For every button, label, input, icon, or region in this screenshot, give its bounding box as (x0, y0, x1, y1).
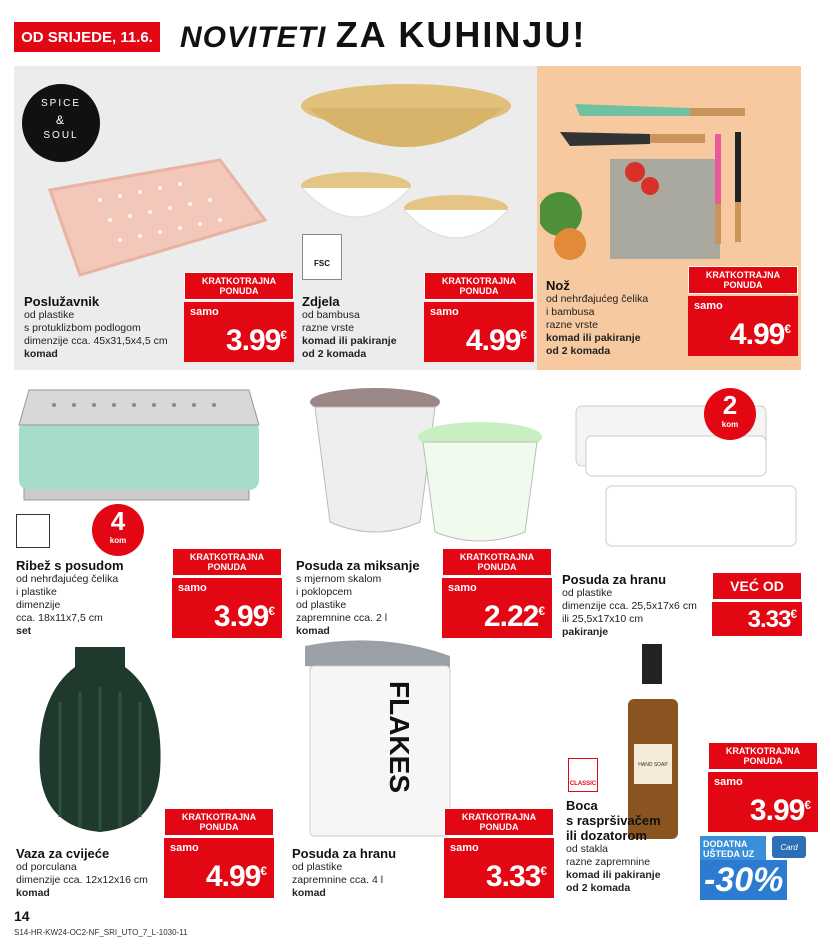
product-desc-1: od plastike (562, 587, 613, 599)
product-name: Posuda za miksanje (296, 558, 420, 573)
price-box-bottle (708, 742, 818, 832)
jar-image (300, 636, 460, 840)
page-number: 14 (14, 908, 30, 924)
print-code: S14-HR-KW24-OC2-NF_SRI_UTO_7_L-1030-11 (14, 928, 188, 937)
knives-image (540, 94, 795, 269)
tray-image (40, 150, 270, 290)
price-box-bowl (424, 272, 534, 362)
product-desc-3: dimenzije cca. 45x31,5x4,5 cm (24, 335, 168, 347)
price-box-container (712, 572, 802, 636)
price-value: 3.33€ (747, 606, 796, 633)
product-unit-2: od 2 komada (302, 348, 367, 360)
logo-line1: SPICE (40, 98, 81, 109)
bottle-label-text: HAND SOAP (638, 762, 668, 768)
product-knife-info (546, 278, 686, 358)
offer-label: KRATKOTRAJNA PONUDA (708, 742, 818, 770)
mixing-bowl-image (290, 382, 555, 552)
classic-label: CLASSIC (569, 781, 597, 787)
date-badge: OD SRIJEDE, 11.6. (14, 22, 160, 52)
price-value: 4.99€ (465, 324, 526, 357)
product-name: Boca (566, 798, 598, 813)
offer-label: KRATKOTRAJNA PONUDA (424, 272, 534, 300)
product-desc-3: ili 25,5x17x10 cm (562, 613, 644, 625)
product-desc-2: razne zapremnine (566, 856, 651, 868)
product-desc-1: od stakla (566, 843, 609, 855)
product-unit: set (16, 625, 32, 637)
product-name: Vaza za cvijeće (16, 846, 110, 861)
offer-label: KRATKOTRAJNA PONUDA (172, 548, 282, 576)
price-value: 2.22€ (483, 600, 544, 633)
product-unit: komad ili pakiranje (566, 869, 661, 881)
product-name: Posuda za hranu (292, 846, 397, 861)
product-container-info (562, 572, 712, 639)
product-unit-2: od 2 komada (546, 345, 611, 357)
offer-label: KRATKOTRAJNA PONUDA (442, 548, 552, 576)
product-jar-info (292, 846, 442, 900)
product-desc-1: od bambusa (302, 309, 360, 321)
logo-symbol: & (55, 113, 66, 127)
samo-label: samo (430, 306, 459, 318)
product-desc-1: od nehrđajućeg čelika (16, 573, 119, 585)
product-unit: komad ili pakiranje (546, 332, 641, 344)
product-unit: komad (292, 887, 326, 899)
product-desc-1: s mjernom skalom (296, 573, 382, 585)
price-panel (708, 772, 818, 832)
product-desc-1: od plastike (24, 309, 75, 321)
price-panel (172, 578, 282, 638)
grater-image (14, 380, 264, 510)
price-box-tray (184, 272, 294, 362)
page-headline (180, 14, 586, 56)
price-panel (424, 302, 534, 362)
product-name: Ribež s posudom (16, 558, 124, 573)
product-name-3: ili dozatorom (566, 828, 647, 843)
price-panel (442, 578, 552, 638)
price-value: 3.99€ (749, 794, 810, 827)
discount-percent: -30% (700, 860, 787, 900)
fsc-logo (302, 234, 342, 280)
product-mixing-bowl-info (296, 558, 441, 638)
logo-line2: SOUL (43, 130, 79, 141)
food-container-image (566, 396, 806, 566)
product-unit-2: od 2 komada (566, 882, 631, 894)
samo-label: samo (714, 776, 743, 788)
product-unit: komad (296, 625, 330, 637)
samo-label: samo (170, 842, 199, 854)
product-desc-2: dimenzije cca. 12x12x16 cm (16, 874, 148, 886)
product-desc-2: dimenzije cca. 25,5x17x6 cm (562, 600, 697, 612)
product-desc-2: s protuklizbom podlogom (24, 322, 141, 334)
product-vase-info (16, 846, 176, 900)
price-value: 3.99€ (225, 324, 286, 357)
product-desc-3: razne vrste (546, 319, 598, 331)
jar-text: FLAKES (384, 681, 415, 793)
price-box-mixing-bowl (442, 548, 552, 638)
product-unit: pakiranje (562, 626, 609, 638)
product-name: Zdjela (302, 294, 340, 309)
classic-logo (568, 758, 598, 792)
samo-label: samo (190, 306, 219, 318)
headline-part-a: NOVITETI (180, 21, 327, 54)
samo-label: samo (448, 582, 477, 594)
product-desc-4: cca. 18x11x7,5 cm (16, 612, 103, 624)
product-desc-2: i plastike (16, 586, 57, 598)
product-unit: komad ili pakiranje (302, 335, 397, 347)
price-value: 4.99€ (729, 318, 790, 351)
offer-label: KRATKOTRAJNA PONUDA (164, 808, 274, 836)
product-desc-2: razne vrste (302, 322, 354, 334)
price-box-jar (444, 808, 554, 898)
product-grater-info (16, 558, 176, 638)
headline-part-b: ZA KUHINJU! (335, 14, 587, 55)
product-desc-3: od plastike (296, 599, 347, 611)
samo-label: samo (178, 582, 207, 594)
offer-label: KRATKOTRAJNA PONUDA (184, 272, 294, 300)
offer-label: KRATKOTRAJNA PONUDA (444, 808, 554, 836)
product-name: Posuda za hranu (562, 572, 667, 587)
fsc-label: FSC (314, 259, 330, 268)
samo-label: samo (450, 842, 479, 854)
product-unit: komad (24, 348, 58, 360)
product-name: Poslužavnik (24, 294, 100, 309)
vase-image (30, 642, 170, 842)
price-panel (688, 296, 798, 356)
price-panel (712, 602, 802, 636)
price-panel (444, 838, 554, 898)
product-desc-4: zapremnine cca. 2 l (296, 612, 388, 624)
offer-label: KRATKOTRAJNA PONUDA (688, 266, 798, 294)
price-panel (164, 838, 274, 898)
product-unit: komad (16, 887, 50, 899)
product-bowl-info (302, 294, 427, 361)
quantity-badge: 4 kom (92, 504, 144, 556)
product-tray-info (24, 294, 194, 361)
product-name: Nož (546, 278, 570, 293)
product-desc-1: od porculana (16, 861, 77, 873)
price-from-label: VEĆ OD (712, 572, 802, 600)
samo-label: samo (694, 300, 723, 312)
dishwasher-icon (16, 514, 50, 548)
product-desc-1: od nehrđajućeg čelika (546, 293, 649, 305)
price-box-knife (688, 266, 798, 356)
price-box-vase (164, 808, 274, 898)
price-value: 3.99€ (213, 600, 274, 633)
card-discount-badge (700, 836, 810, 902)
price-value: 4.99€ (205, 860, 266, 893)
product-desc-2: zapremnine cca. 4 l (292, 874, 384, 886)
quantity-badge: 2 kom (704, 388, 756, 440)
card-logo: Card (772, 836, 806, 858)
product-desc-3: dimenzije (16, 599, 61, 611)
product-desc-2: i bambusa (546, 306, 595, 318)
price-value: 3.33€ (485, 860, 546, 893)
product-name-2: s raspršivačem (566, 813, 661, 828)
product-bottle-info (566, 798, 701, 895)
price-box-grater (172, 548, 282, 638)
price-panel (184, 302, 294, 362)
product-desc-1: od plastike (292, 861, 343, 873)
discount-label: DODATNA UŠTEDA UZ (700, 836, 766, 862)
product-desc-2: i poklopcem (296, 586, 353, 598)
